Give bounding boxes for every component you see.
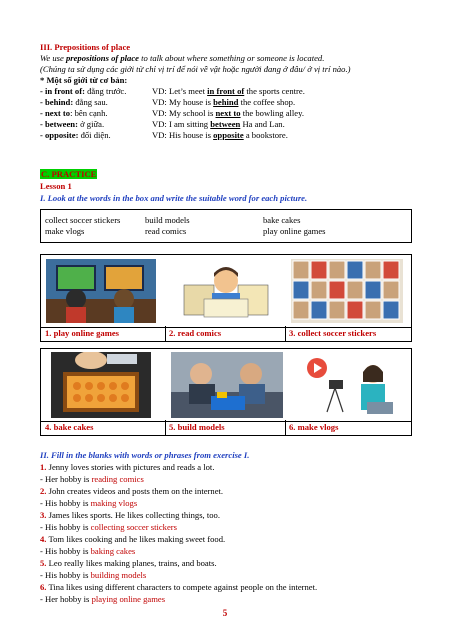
question [40, 462, 214, 472]
example-key: behind [213, 97, 239, 107]
example [152, 108, 304, 118]
word-item: play online games [263, 226, 326, 236]
exercise2-title: II. Fill in the blanks with words or phrases from exercise I. [40, 450, 250, 460]
example-key: between [210, 119, 241, 129]
question-text: Jenny loves stories with pictures and reads a lot. [46, 462, 215, 472]
preposition-row [40, 130, 412, 140]
intro-line [40, 53, 324, 63]
question-text: Tina likes using different characters to compete against people on the internet. [46, 582, 318, 592]
answer [40, 546, 135, 556]
answer-prefix: - Her hobby is [40, 594, 92, 604]
example-pre: VD: Let’s meet [152, 86, 208, 96]
word-item: build models [145, 215, 190, 225]
word-item: collect soccer stickers [45, 215, 121, 225]
answer-prefix: - Her hobby is [40, 474, 92, 484]
preposition-row [40, 119, 412, 129]
meaning: đằng sau. [73, 97, 108, 107]
example-pre: VD: I am sitting [152, 119, 211, 129]
term: - next to [40, 108, 71, 118]
example-post: the coffee shop. [238, 97, 296, 107]
example-post: Ha and Lan. [240, 119, 285, 129]
lesson-title: Lesson 1 [40, 181, 72, 191]
example-post: a bookstore. [243, 130, 288, 140]
intro-post: to talk about where something or someone is located. [138, 53, 325, 63]
exercise1-title: I. Look at the words in the box and write the suitable word for each picture. [40, 193, 308, 203]
meaning: đằng trước. [84, 86, 127, 96]
answer [40, 570, 146, 580]
gaming-picture [46, 259, 156, 323]
question-number: 2. [40, 486, 47, 496]
caption: 1. play online games [45, 328, 120, 338]
section-title: III. Prepositions of place [40, 42, 131, 52]
word-box [40, 209, 412, 243]
divider [285, 420, 286, 435]
question-number: 1. [40, 462, 47, 472]
example [152, 130, 288, 140]
example-pre: VD: His house is [152, 130, 214, 140]
intro-bold: prepositions of place [65, 53, 139, 63]
picture-row-1 [40, 254, 412, 328]
question [40, 534, 225, 544]
preposition-row [40, 97, 412, 107]
caption-row-2 [40, 420, 412, 436]
question-text: John creates videos and posts them on the internet. [46, 486, 224, 496]
picture-row-2 [40, 348, 412, 422]
caption: 4. bake cakes [45, 422, 94, 432]
practice-title [40, 169, 97, 179]
caption-row-1 [40, 326, 412, 342]
answer-text: making vlogs [90, 498, 138, 508]
caption: 5. build models [169, 422, 225, 432]
word-item: bake cakes [263, 215, 301, 225]
practice-title-text: C. PRACTICE [41, 169, 97, 179]
models-picture [171, 352, 283, 418]
answer-prefix: - His hobby is [40, 570, 91, 580]
example-key: next to [215, 108, 241, 118]
divider [285, 326, 286, 341]
question [40, 510, 220, 520]
question [40, 486, 223, 496]
stickers-picture [291, 259, 403, 323]
example [152, 119, 285, 129]
example-post: the bowling alley. [240, 108, 304, 118]
answer-text: playing online games [91, 594, 166, 604]
term: - between: [40, 119, 78, 129]
question-number: 4. [40, 534, 47, 544]
answer-prefix: - His hobby is [40, 522, 91, 532]
intro-pre: We use [40, 53, 66, 63]
preposition-row [40, 108, 412, 118]
intro-vietnamese: (Chúng ta sử dụng các giới từ chỉ vị trí để nói về vật hoặc người đang ở đâu/ ở vị trí nào.) [40, 64, 351, 74]
answer-text: collecting soccer stickers [90, 522, 178, 532]
divider [165, 420, 166, 435]
question [40, 582, 317, 592]
answer-prefix: - His hobby is [40, 546, 91, 556]
answer [40, 594, 165, 604]
meaning: đối diện. [78, 130, 111, 140]
page-number: 5 [222, 608, 228, 618]
preposition-row [40, 86, 412, 96]
question-number: 3. [40, 510, 47, 520]
question-text: Leo really likes making planes, trains, and boats. [46, 558, 217, 568]
comics-picture [176, 259, 276, 323]
vlog-picture [297, 352, 405, 418]
word-item: read comics [145, 226, 187, 236]
meaning: ở giữa. [77, 119, 105, 129]
example-post: the sports centre. [244, 86, 305, 96]
question-text: Tom likes cooking and he likes making sweet food. [46, 534, 226, 544]
divider [165, 326, 166, 341]
term: - opposite: [40, 130, 79, 140]
list-title: * Một số giới từ cơ bản: [40, 75, 128, 85]
answer-text: building models [90, 570, 147, 580]
example [152, 97, 295, 107]
term: - behind: [40, 97, 74, 107]
example-key: in front of [207, 86, 245, 96]
question-number: 5. [40, 558, 47, 568]
example-pre: VD: My house is [152, 97, 214, 107]
answer-text: reading comics [91, 474, 144, 484]
answer-text: baking cakes [90, 546, 136, 556]
answer-prefix: - His hobby is [40, 498, 91, 508]
question-number: 6. [40, 582, 47, 592]
caption: 3. collect soccer stickers [289, 328, 377, 338]
example-key: opposite [213, 130, 244, 140]
answer [40, 474, 144, 484]
baking-picture [51, 352, 151, 418]
caption: 2. read comics [169, 328, 222, 338]
answer [40, 522, 177, 532]
word-item: make vlogs [45, 226, 85, 236]
answer [40, 498, 137, 508]
question-text: James likes sports. He likes collecting things, too. [46, 510, 220, 520]
example [152, 86, 305, 96]
meaning: : bên cạnh. [70, 108, 108, 118]
example-pre: VD: My school is [152, 108, 216, 118]
caption: 6. make vlogs [289, 422, 339, 432]
question [40, 558, 217, 568]
term: - in front of: [40, 86, 85, 96]
